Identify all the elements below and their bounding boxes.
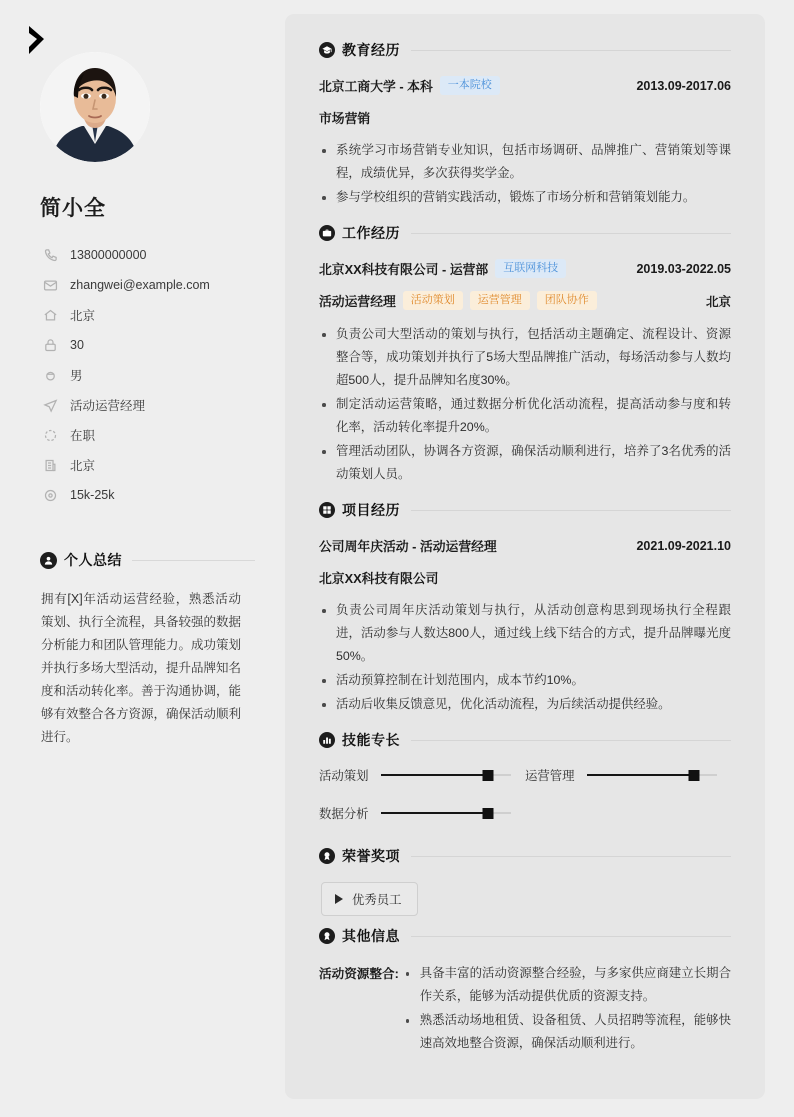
education-bullets xyxy=(319,139,731,209)
user-circle-icon xyxy=(40,552,57,569)
other-info-row xyxy=(319,962,731,1056)
briefcase-icon xyxy=(319,225,335,241)
project-date: 2021.09-2021.10 xyxy=(636,538,731,553)
section-education xyxy=(319,40,731,209)
skill-slider[interactable] xyxy=(381,768,511,782)
contact-item-email[interactable] xyxy=(41,270,255,300)
award-circle-icon xyxy=(319,848,335,864)
divider xyxy=(411,233,731,234)
divider xyxy=(411,510,731,511)
contact-item-status[interactable] xyxy=(41,420,255,450)
contact-value: 13800000000 xyxy=(70,248,147,262)
section-header xyxy=(319,40,731,60)
building-icon xyxy=(41,456,59,474)
grid-circle-icon xyxy=(319,502,335,518)
contact-item-gender[interactable] xyxy=(41,360,255,390)
phone-icon xyxy=(41,246,59,264)
divider xyxy=(411,50,731,51)
graduation-cap-icon xyxy=(319,42,335,58)
page-title: 简小全 xyxy=(40,197,106,220)
avatar-photo xyxy=(40,52,150,162)
divider xyxy=(132,560,255,561)
list-item: 具备丰富的活动资源整合经验，与多家供应商建立长期合作关系，能够为活动提供优质的资源支持。 xyxy=(403,962,731,1008)
divider xyxy=(411,936,731,937)
entry-header xyxy=(319,259,731,278)
contact-item-phone[interactable] xyxy=(41,240,255,270)
major-name: 市场营销 xyxy=(319,111,371,126)
slider-handle[interactable] xyxy=(482,808,493,819)
skill-tag: 团队协作 xyxy=(537,291,597,310)
project-company: 北京XX科技有限公司 xyxy=(319,571,439,586)
slider-handle[interactable] xyxy=(482,770,493,781)
summary-title: 个人总结 xyxy=(64,552,122,568)
status-circle-icon xyxy=(41,426,59,444)
list-item: 负责公司周年庆活动策划与执行，从活动创意构思到现场执行全程跟进，活动参与人数达800人，通过线上线下结合的方式，提升品牌曝光度50%。 xyxy=(319,599,731,668)
work-bullets xyxy=(319,323,731,486)
skill-slider[interactable] xyxy=(381,806,511,820)
other-info-label: 活动资源整合: xyxy=(319,967,399,981)
skill-list xyxy=(319,766,731,842)
lock-icon xyxy=(41,336,59,354)
section-work xyxy=(319,223,731,486)
award-circle-icon xyxy=(319,928,335,944)
list-item: 活动后收集反馈意见，优化活动流程，为后续活动提供经验。 xyxy=(319,693,731,716)
section-awards xyxy=(319,846,731,916)
section-title: 项目经历 xyxy=(342,502,400,518)
profile-sidebar xyxy=(0,0,285,1117)
summary-section-header xyxy=(40,550,255,570)
section-project xyxy=(319,500,731,716)
school-name: 北京工商大学 - 本科 xyxy=(319,79,433,94)
summary-text: 拥有[X]年活动运营经验，熟悉活动策划、执行全流程，具备较强的数据分析能力和团队管理能力。成功策划并执行多场大型活动，提升品牌知名度和活动转化率。善于沟通协调，能够有效整合各方资源，确保活动顺利进行。 xyxy=(41,592,242,744)
entry-subheader xyxy=(319,291,731,310)
skill-item xyxy=(319,804,525,822)
play-triangle-icon xyxy=(335,894,343,904)
skill-tag: 活动策划 xyxy=(403,291,463,310)
section-title: 工作经历 xyxy=(342,225,400,241)
contact-value: 男 xyxy=(70,369,83,383)
company-name: 北京XX科技有限公司 - 运营部 xyxy=(319,262,489,277)
work-location: 北京 xyxy=(705,294,731,309)
award-item[interactable] xyxy=(321,882,418,916)
resume-main-card xyxy=(285,14,765,1099)
divider xyxy=(411,856,731,857)
project-name: 公司周年庆活动 - 活动运营经理 xyxy=(319,539,497,554)
education-entry xyxy=(319,76,731,209)
section-other-info xyxy=(319,926,731,1056)
paper-plane-icon xyxy=(41,396,59,414)
contact-item-position[interactable] xyxy=(41,390,255,420)
contact-item-city[interactable] xyxy=(41,300,255,330)
section-header xyxy=(319,223,731,243)
section-skills xyxy=(319,730,731,842)
bar-chart-circle-icon xyxy=(319,732,335,748)
contact-value: 北京 xyxy=(70,309,96,323)
contact-value: zhangwei@example.com xyxy=(70,278,210,292)
entry-header xyxy=(319,76,731,95)
contact-item-age[interactable] xyxy=(41,330,255,360)
list-item: 活动预算控制在计划范围内，成本节约10%。 xyxy=(319,669,731,692)
contact-value: 活动运营经理 xyxy=(70,399,146,413)
list-item: 系统学习市场营销专业知识，包括市场调研、品牌推广、营销策划等课程，成绩优异，多次获得奖学金。 xyxy=(319,139,731,185)
list-item: 参与学校组织的营销实践活动，锻炼了市场分析和营销策划能力。 xyxy=(319,186,731,209)
slider-fill xyxy=(587,774,694,776)
skill-item xyxy=(319,766,525,784)
skill-name: 数据分析 xyxy=(319,807,369,821)
contact-value: 15k-25k xyxy=(70,488,115,502)
home-icon xyxy=(41,306,59,324)
skill-tag: 运营管理 xyxy=(470,291,530,310)
job-title: 活动运营经理 xyxy=(319,294,396,309)
gender-icon xyxy=(41,366,59,384)
award-list xyxy=(321,882,731,916)
list-item: 制定活动运营策略，通过数据分析优化活动流程，提高活动参与度和转化率，活动转化率提升20%。 xyxy=(319,393,731,439)
contact-list xyxy=(38,240,255,510)
avatar xyxy=(40,52,150,162)
school-tag: 一本院校 xyxy=(440,76,500,95)
work-date: 2019.03-2022.05 xyxy=(636,261,731,276)
list-item: 负责公司大型活动的策划与执行，包括活动主题确定、流程设计、资源整合等，成功策划并执行了5场大型品牌推广活动，每场活动参与人数均超500人，提升品牌知名度30%。 xyxy=(319,323,731,392)
divider xyxy=(411,740,731,741)
section-header xyxy=(319,500,731,520)
list-item: 熟悉活动场地租赁、设备租赁、人员招聘等流程，能够快速高效地整合资源，确保活动顺利进行。 xyxy=(403,1009,731,1055)
contact-item-salary[interactable] xyxy=(41,480,255,510)
skill-item xyxy=(525,766,731,784)
industry-tag: 互联网科技 xyxy=(495,259,566,278)
section-header xyxy=(319,926,731,946)
section-title: 技能专长 xyxy=(342,732,400,748)
skill-slider[interactable] xyxy=(587,768,717,782)
contact-value: 在职 xyxy=(70,429,96,443)
contact-value: 北京 xyxy=(70,459,96,473)
slider-fill xyxy=(381,774,488,776)
entry-header xyxy=(319,536,731,555)
skill-name: 活动策划 xyxy=(319,769,369,783)
section-header xyxy=(319,846,731,866)
section-title: 荣誉奖项 xyxy=(342,848,400,864)
section-header xyxy=(319,730,731,750)
section-title: 教育经历 xyxy=(342,42,400,58)
project-entry xyxy=(319,536,731,716)
other-info-bullets xyxy=(399,962,731,1056)
award-name: 优秀员工 xyxy=(352,893,402,907)
contact-item-work-city[interactable] xyxy=(41,450,255,480)
contact-value: 30 xyxy=(70,338,84,352)
project-bullets xyxy=(319,599,731,716)
education-date: 2013.09-2017.06 xyxy=(636,78,731,93)
slider-handle[interactable] xyxy=(688,770,699,781)
section-title: 其他信息 xyxy=(342,928,400,944)
work-entry xyxy=(319,259,731,486)
slider-fill xyxy=(381,812,488,814)
list-item: 管理活动团队，协调各方资源，确保活动顺利进行，培养了3名优秀的活动策划人员。 xyxy=(319,440,731,486)
coin-icon xyxy=(41,486,59,504)
skill-name: 运营管理 xyxy=(525,769,575,783)
chevron-right-cursor-icon xyxy=(26,24,48,58)
mail-icon xyxy=(41,276,59,294)
